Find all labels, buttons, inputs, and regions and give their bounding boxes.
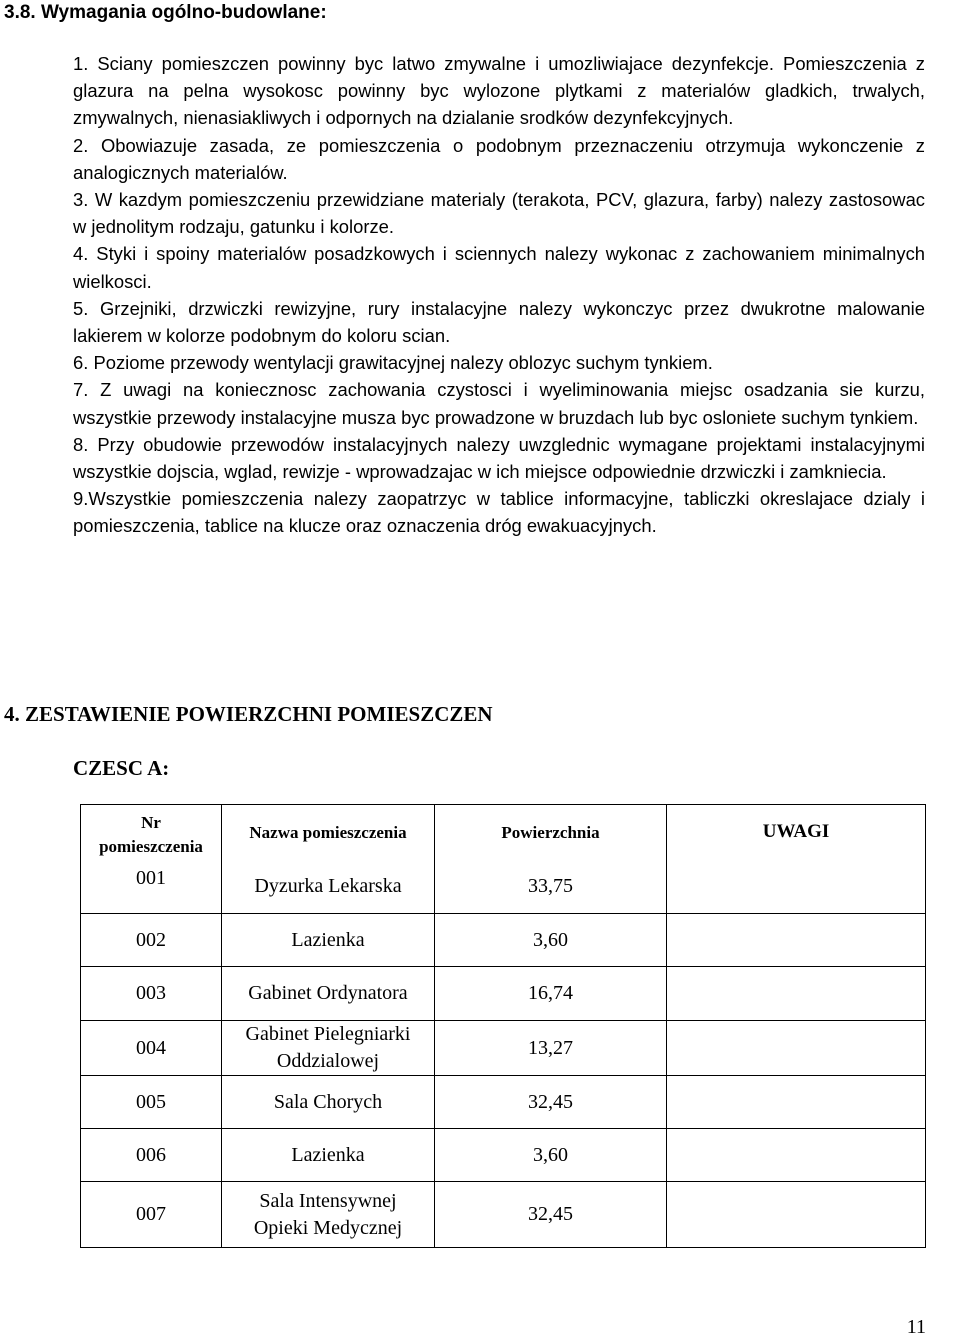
row-name: Sala Intensywnej Opieki Medycznej <box>222 1182 435 1248</box>
row-nr: 001 <box>136 867 166 889</box>
section-title: 3.8. Wymagania ogólno-budowlane: <box>4 2 327 23</box>
row-notes <box>667 1021 926 1076</box>
row-name: Sala Chorych <box>222 1076 435 1129</box>
row-name: Gabinet Ordynatora <box>222 967 435 1021</box>
row-nr: 007 <box>81 1182 222 1248</box>
row-name: Gabinet Pielegniarki Oddzialowej <box>222 1021 435 1076</box>
row-name: Lazienka <box>222 914 435 967</box>
row-name: Lazienka <box>222 1129 435 1182</box>
requirement-4: 4. Styki i spoiny materialów posadzkowych i sciennych nalezy wykonac z zachowaniem minimalnych wielkosci. <box>73 243 925 292</box>
requirement-2: 2. Obowiazuje zasada, ze pomieszczenia o podobnym przeznaczeniu otrzymuja wykonczenie z analogicznych materialów. <box>73 134 925 183</box>
row-nr: 003 <box>81 967 222 1021</box>
row-nr: 005 <box>81 1076 222 1129</box>
requirement-3: 3. W kazdym pomieszczeniu przewidziane materialy (terakota, PCV, glazura, farby) nalezy zastosowac w jednolitym rodzaju, gatunku i kolorze. <box>73 189 925 238</box>
table-row <box>81 914 926 967</box>
row-area: 16,74 <box>435 967 667 1021</box>
requirement-1: 1. Sciany pomieszczen powinny byc latwo zmywalne i umozliwiajace dezynfekcje. Pomieszczenia z glazura na pelna wysokosc powinny byc wylozone plytkami z materialów gladkich, trwalych, zmywalnych, nienasiakliwych i odpornych na dzialanie srodków dezynfekcyjnych. <box>73 53 925 129</box>
row-notes <box>667 1182 926 1248</box>
header-notes: UWAGI <box>762 821 830 842</box>
header-area: Powierzchnia <box>501 823 600 842</box>
row-nr: 004 <box>81 1021 222 1076</box>
header-room-number <box>81 805 222 914</box>
header-area-cell <box>435 805 667 914</box>
requirement-5: 5. Grzejniki, drzwiczki rewizyjne, rury instalacyjne nalezy wykonczyc przez dwukrotne malowanie lakierem w kolorze podobnym do koloru scian. <box>73 297 925 347</box>
table-row <box>81 1076 926 1129</box>
row-notes <box>667 1129 926 1182</box>
row-area: 33,75 <box>528 875 573 897</box>
table-row <box>81 967 926 1021</box>
row-area: 32,45 <box>435 1182 667 1248</box>
row-name: Dyzurka Lekarska <box>254 875 402 897</box>
requirement-7: 7. Z uwagi na koniecznosc zachowania czystosci i wyeliminowania miejsc osadzania sie kurzu, wszystkie przewody instalacyjne musza byc prowadzone w bruzdach lub byc osloniete suchym tynkiem. <box>73 379 925 428</box>
page-number: 11 <box>906 1316 926 1338</box>
row-nr: 002 <box>81 914 222 967</box>
requirements-list <box>73 50 925 540</box>
part-title: CZESC A: <box>73 756 170 780</box>
row-notes <box>667 967 926 1021</box>
table-row <box>81 1021 926 1076</box>
table-header-row <box>81 805 926 914</box>
table-row <box>81 1129 926 1182</box>
row-area: 3,60 <box>435 914 667 967</box>
requirement-8: 8. Przy obudowie przewodów instalacyjnych nalezy uwzglednic wymagane projektami instalacyjnymi wszystkie dojscia, wglad, rewizje - wprowadzajac w ich miejsce odpowiednie drzwiczki i zamkniecia. <box>73 433 925 483</box>
header-nr-line1: Nr <box>141 813 161 832</box>
header-notes-cell <box>667 805 926 914</box>
header-room-name: Nazwa pomieszczenia <box>249 823 407 842</box>
chapter-title: 4. ZESTAWIENIE POWIERZCHNI POMIESZCZEN <box>4 702 493 726</box>
rooms-table <box>80 804 926 1248</box>
row-notes <box>667 914 926 967</box>
requirement-9: 9.Wszystkie pomieszczenia nalezy zaopatrzyc w tablice informacyjne, tabliczki okreslajace dzialy i pomieszczenia, tablice na klucze oraz oznaczenia dróg ewakuacyjnych. <box>73 488 925 537</box>
row-notes <box>667 1076 926 1129</box>
header-room-name-cell <box>222 805 435 914</box>
table-row <box>81 1182 926 1248</box>
row-nr: 006 <box>81 1129 222 1182</box>
row-area: 13,27 <box>435 1021 667 1076</box>
header-nr-line2: pomieszczenia <box>99 837 203 856</box>
row-area: 3,60 <box>435 1129 667 1182</box>
requirement-6: 6. Poziome przewody wentylacji grawitacyjnej nalezy oblozyc suchym tynkiem. <box>73 352 713 374</box>
row-area: 32,45 <box>435 1076 667 1129</box>
